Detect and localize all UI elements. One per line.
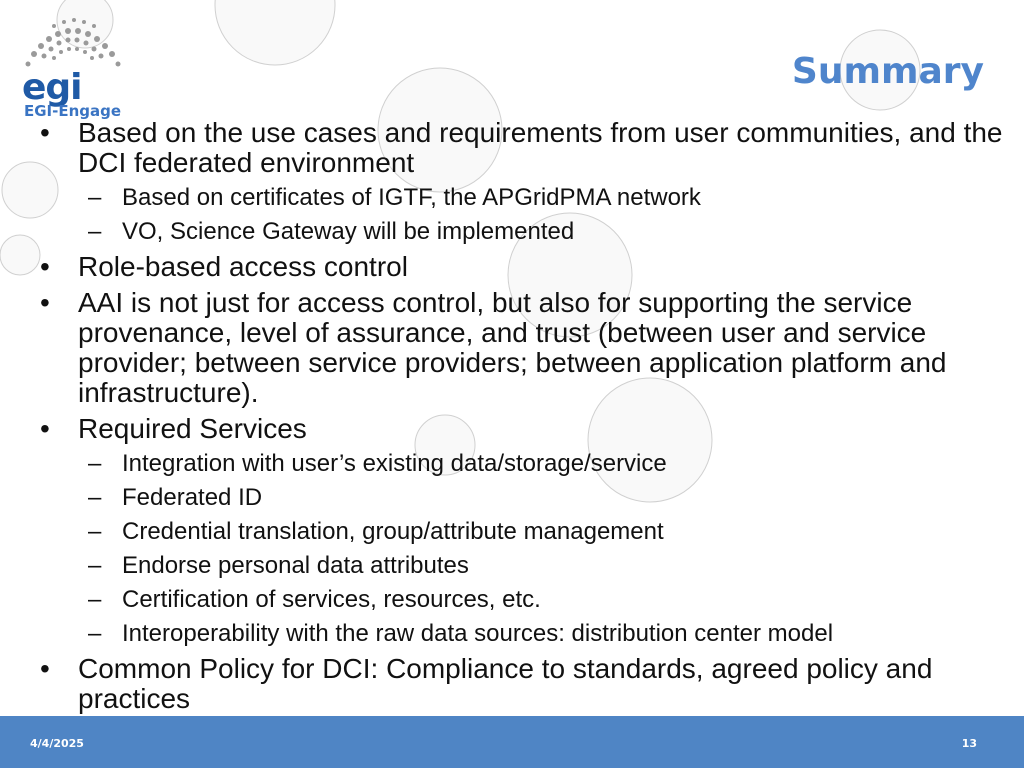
logo-wordmark: egi xyxy=(22,67,82,108)
sub-bullet-item xyxy=(0,484,1024,512)
slide-title: Summary xyxy=(791,51,984,92)
egi-engage-logo xyxy=(14,14,126,124)
bullet-icon: • xyxy=(40,251,50,282)
sub-bullet-item xyxy=(0,586,1024,614)
dash-icon: – xyxy=(88,184,102,211)
sub-bullet-item xyxy=(0,518,1024,546)
dash-icon: – xyxy=(88,552,102,579)
footer-bar xyxy=(0,716,1024,768)
bullet-text: Required Services xyxy=(78,413,307,444)
bullet-icon: • xyxy=(40,413,50,444)
bullet-text: Based on the use cases and requirements from user communities, and the DCI federated environment xyxy=(78,117,1003,178)
logo-subtitle: EGI-Engage xyxy=(24,102,122,120)
dash-icon: – xyxy=(88,620,102,647)
sub-bullet-text: Integration with user’s existing data/storage/service xyxy=(122,450,667,477)
dash-icon: – xyxy=(88,484,102,511)
page-number: 13 xyxy=(961,737,977,750)
sub-bullet-item xyxy=(0,218,1024,246)
bullet-item xyxy=(0,252,1024,282)
footer-date: 4/4/2025 xyxy=(30,737,84,750)
dash-icon: – xyxy=(88,218,102,245)
bullet-item xyxy=(0,414,1024,444)
bullet-item xyxy=(0,288,1024,408)
dash-icon: – xyxy=(88,586,102,613)
sub-bullet-text: Interoperability with the raw data sources: distribution center model xyxy=(122,620,834,647)
sub-bullet-text: Based on certificates of IGTF, the APGridPMA network xyxy=(122,184,701,211)
sub-bullet-text: Federated ID xyxy=(122,484,263,511)
bullet-item xyxy=(0,118,1024,178)
dash-icon: – xyxy=(88,518,102,545)
sub-bullet-item xyxy=(0,184,1024,212)
sub-bullet-text: Certification of services, resources, etc. xyxy=(122,586,541,613)
bullet-text: AAI is not just for access control, but also for supporting the service provenance, level of assurance, and trust (between user and service provider; between service providers; between application platform and infrastructure). xyxy=(78,287,947,408)
bullet-icon: • xyxy=(40,653,50,684)
sub-bullet-text: Endorse personal data attributes xyxy=(122,552,469,579)
sub-bullet-text: VO, Science Gateway will be implemented xyxy=(122,218,575,245)
bullet-item xyxy=(0,654,1024,714)
dash-icon: – xyxy=(88,450,102,477)
sub-bullet-text: Credential translation, group/attribute management xyxy=(122,518,664,545)
bullet-text: Role-based access control xyxy=(78,251,408,282)
logo-dots-icon xyxy=(14,14,126,74)
sub-bullet-item xyxy=(0,450,1024,478)
bullet-icon: • xyxy=(40,117,50,148)
slide-content xyxy=(0,118,1024,720)
sub-bullet-item xyxy=(0,620,1024,648)
sub-bullet-item xyxy=(0,552,1024,580)
bullet-text: Common Policy for DCI: Compliance to standards, agreed policy and practices xyxy=(78,653,933,714)
bullet-icon: • xyxy=(40,287,50,318)
